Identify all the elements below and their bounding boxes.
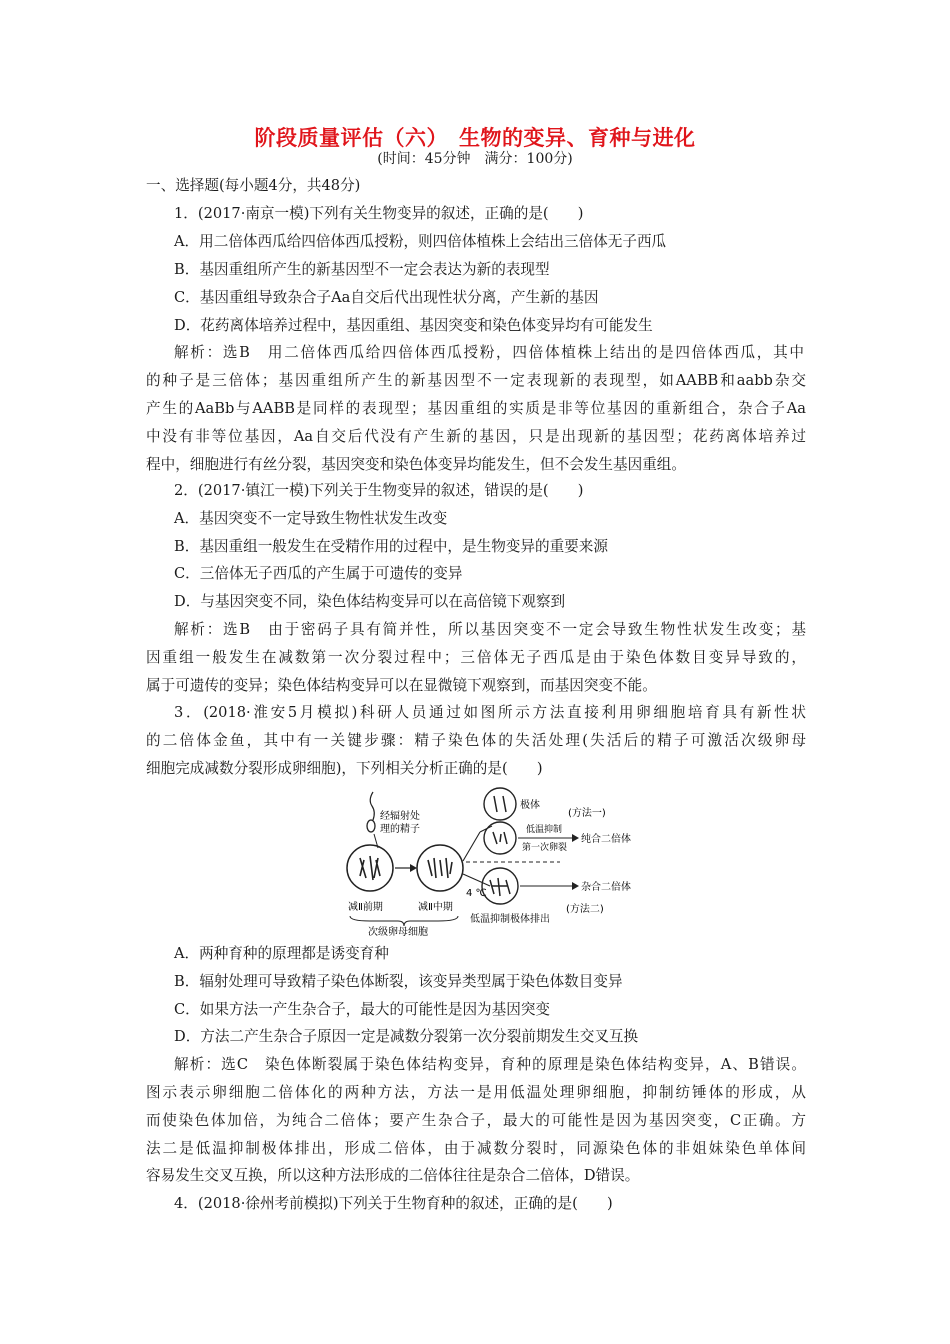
page-title: 阶段质量评估（六） 生物的变异、育种与进化 <box>254 126 696 150</box>
q3-option-d: D．方法二产生杂合子原因一定是减数分裂第一次分裂前期发生交叉互换 <box>174 1028 639 1045</box>
q1-analysis-line: 解析：选B 用二倍体西瓜给四倍体西瓜授粉，四倍体植株上结出的是四倍体西瓜，其中 <box>174 344 804 361</box>
oocyte-diploidization-diagram <box>340 786 650 936</box>
method-one-label: (方法一) <box>568 808 606 819</box>
q3-stem-line: 3．(2018·淮安5月模拟)科研人员通过如图所示方法直接利用卵细胞培育具有新性状 <box>174 704 806 721</box>
sperm-label-2: 理的精子 <box>380 824 420 835</box>
section-heading: 一、选择题(每小题4分，共48分) <box>146 177 361 194</box>
q3-stem-line: 细胞完成减数分裂形成卵细胞)，下列相关分析正确的是( ) <box>146 760 543 777</box>
q4-stem: 4．(2018·徐州考前模拟)下列关于生物育种的叙述，正确的是( ) <box>174 1195 613 1212</box>
sperm-label-1: 经辐射处 <box>380 811 420 822</box>
q3-option-a: A．两种育种的原理都是诱变育种 <box>174 945 389 962</box>
q2-option-d: D．与基因突变不同，染色体结构变异可以在高倍镜下观察到 <box>174 593 566 610</box>
q3-analysis-line: 解析：选C 染色体断裂属于染色体结构变异，育种的原理是染色体结构变异，A、B错误。 <box>174 1056 806 1073</box>
low-temp-label-2: 第一次卵裂 <box>522 843 568 853</box>
q1-option-d: D．花药离体培养过程中，基因重组、基因突变和染色体变异均有可能发生 <box>174 317 653 334</box>
q2-option-a: A．基因突变不一定导致生物性状发生改变 <box>174 510 448 527</box>
temperature-label: 4 ℃ <box>466 888 487 899</box>
q2-option-b: B．基因重组一般发生在受精作用的过程中，是生物变异的重要来源 <box>174 538 608 555</box>
low-temp-label-1: 低温抑制 <box>526 825 563 835</box>
method-two-label: (方法二) <box>566 904 604 915</box>
q2-analysis-line: 因重组一般发生在减数第一次分裂过程中；三倍体无子西瓜是由于染色体数目变异导致的， <box>146 649 806 666</box>
pure-diploid-label: 纯合二倍体 <box>581 834 631 845</box>
q2-analysis-line: 属于可遗传的变异；染色体结构变异可以在显微镜下观察到，而基因突变不能。 <box>146 677 657 694</box>
q1-option-b: B．基因重组所产生的新基因型不一定会表达为新的表现型 <box>174 261 550 278</box>
q1-option-a: A．用二倍体西瓜给四倍体西瓜授粉，则四倍体植株上会结出三倍体无子西瓜 <box>174 233 667 250</box>
q2-option-c: C．三倍体无子西瓜的产生属于可遗传的变异 <box>174 565 463 582</box>
meiosis2-prophase-cell <box>347 845 393 891</box>
q1-analysis-line: 程中，细胞进行有丝分裂，基因突变和染色体变异均能发生，但不会发生基因重组。 <box>146 456 686 473</box>
q1-stem: 1．(2017·南京一模)下列有关生物变异的叙述，正确的是( ) <box>174 205 584 222</box>
q1-analysis-line: 产生的AaBb与AABB是同样的表现型；基因重组的实质是非等位基因的重新组合，杂合子Aa <box>146 400 806 417</box>
polar-body-label: 极体 <box>520 800 540 811</box>
low-temp-polar-label: 低温抑制极体排出 <box>470 914 550 925</box>
q1-analysis-line: 的种子是三倍体；基因重组所产生的新基因型不一定表现新的表现型，如AABB和aabb杂交 <box>146 372 806 389</box>
q3-analysis-line: 容易发生交叉互换，所以这种方法形成的二倍体往往是杂合二倍体，D错误。 <box>146 1167 640 1184</box>
q3-analysis-line: 法二是低温抑制极体排出，形成二倍体，由于减数分裂时，同源染色体的非姐妹染色单体间 <box>146 1140 806 1157</box>
q3-analysis-line: 而使染色体加倍，为纯合二倍体；要产生杂合子，最大的可能性是因为基因突变，C正确。方 <box>146 1112 806 1129</box>
q1-analysis-line: 中没有非等位基因，Aa自交后代没有产生新的基因，只是出现新的基因型；花药离体培养过 <box>146 428 806 445</box>
page-subtitle: (时间：45分钟 满分：100分) <box>377 151 573 167</box>
q2-stem: 2．(2017·镇江一模)下列关于生物变异的叙述，错误的是( ) <box>174 482 584 499</box>
q3-option-b: B．辐射处理可导致精子染色体断裂，该变异类型属于染色体数目变异 <box>174 973 623 990</box>
sperm-icon <box>367 792 375 832</box>
hybrid-diploid-label: 杂合二倍体 <box>581 882 631 893</box>
polar-body-cell <box>484 788 516 820</box>
meiosis2-metaphase-label: 减Ⅱ中期 <box>418 902 453 913</box>
oocyte-cell <box>484 822 516 854</box>
secondary-oocyte-label: 次级卵母细胞 <box>368 927 428 936</box>
meiosis2-metaphase-cell <box>417 845 463 891</box>
q3-option-c: C．如果方法一产生杂合子，最大的可能性是因为基因突变 <box>174 1001 551 1018</box>
diploid-oocyte-cell <box>482 868 518 904</box>
q3-stem-line: 的二倍体金鱼，其中有一关键步骤：精子染色体的失活处理(失活后的精子可激活次级卵母 <box>146 732 806 749</box>
q1-option-c: C．基因重组导致杂合子Aa自交后代出现性状分离，产生新的基因 <box>174 289 599 306</box>
q2-analysis-line: 解析：选B 由于密码子具有简并性，所以基因突变不一定会导致生物性状发生改变；基 <box>174 621 806 638</box>
meiosis2-prophase-label: 减Ⅱ前期 <box>348 902 383 913</box>
q3-analysis-line: 图示表示卵细胞二倍体化的两种方法，方法一是用低温处理卵细胞，抑制纺锤体的形成，从 <box>146 1084 806 1101</box>
